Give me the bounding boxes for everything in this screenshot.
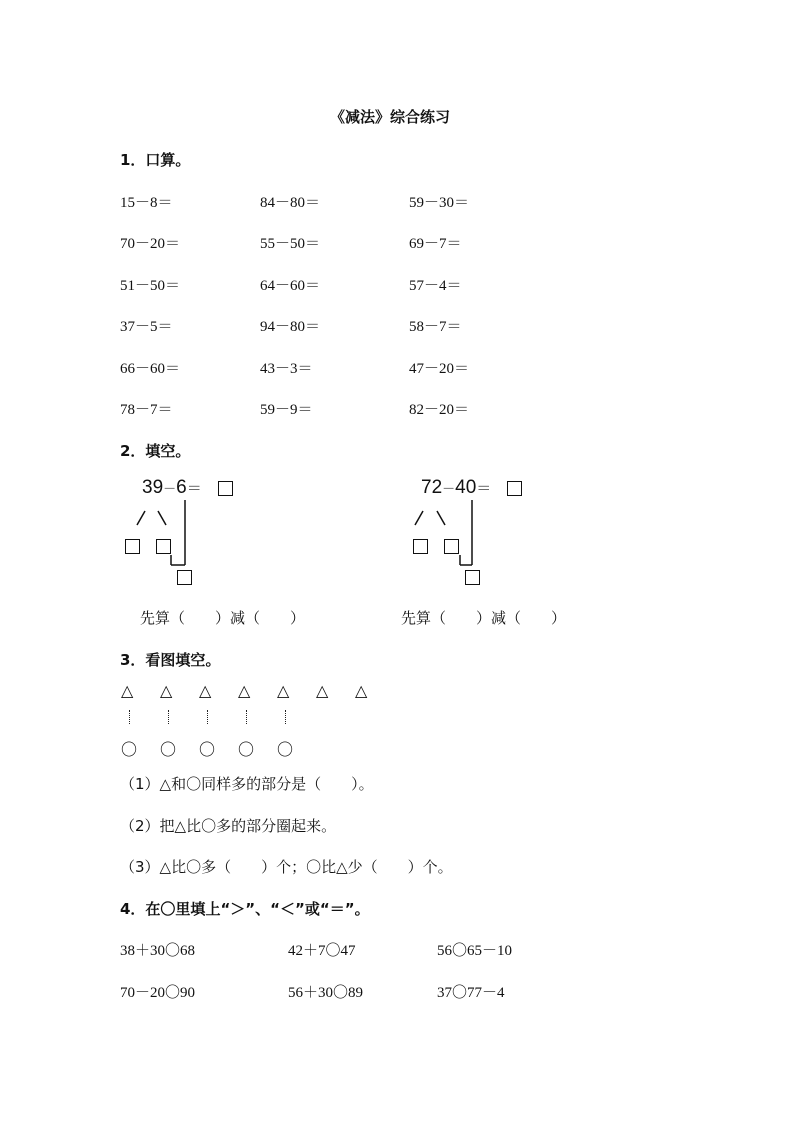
compare-item: 42＋7〇47 bbox=[288, 943, 356, 959]
diagram-equals: ＝ bbox=[186, 480, 202, 497]
q1-item: 57－4＝ bbox=[409, 278, 462, 294]
q1-item: 94－80＝ bbox=[260, 319, 321, 335]
q1-item: 59－30＝ bbox=[409, 195, 470, 211]
dotted-link bbox=[246, 710, 247, 724]
circle-icon: 〇 bbox=[160, 740, 177, 759]
q3-line-2: （2）把△比〇多的部分圈起来。 bbox=[120, 817, 337, 835]
circle-icon: 〇 bbox=[238, 740, 255, 759]
circle-icon: 〇 bbox=[121, 740, 138, 759]
triangle-icon: △ bbox=[238, 681, 251, 700]
triangle-icon: △ bbox=[121, 681, 134, 700]
compare-item: 37〇77－4 bbox=[437, 985, 505, 1001]
q1-item: 84－80＝ bbox=[260, 195, 321, 211]
triangle-icon: △ bbox=[199, 681, 212, 700]
q2-caption-2: 先算（ ）减（ ） bbox=[401, 609, 567, 627]
q1-item: 70－20＝ bbox=[120, 236, 181, 252]
q1-item: 78－7＝ bbox=[120, 402, 173, 418]
q1-item: 55－50＝ bbox=[260, 236, 321, 252]
circle-icon: 〇 bbox=[199, 740, 216, 759]
diagram-subtrahend: 40 bbox=[455, 477, 477, 498]
q3-heading: 3．看图填空。 bbox=[120, 651, 221, 669]
q2-heading: 2．填空。 bbox=[120, 442, 191, 460]
q4-heading: 4．在〇里填上“＞”、“＜”或“＝”。 bbox=[120, 900, 370, 918]
q1-item: 58－7＝ bbox=[409, 319, 462, 335]
circle-icon: 〇 bbox=[277, 740, 294, 759]
dotted-link bbox=[285, 710, 286, 724]
diagram-equals: ＝ bbox=[476, 480, 492, 497]
q1-item: 82－20＝ bbox=[409, 402, 470, 418]
q1-item: 64－60＝ bbox=[260, 278, 321, 294]
triangle-icon: △ bbox=[160, 681, 173, 700]
split-box-tens[interactable] bbox=[413, 539, 428, 554]
compare-item: 70－20〇90 bbox=[120, 985, 196, 1001]
q2-caption-1: 先算（ ）减（ ） bbox=[140, 609, 306, 627]
triangle-icon: △ bbox=[277, 681, 290, 700]
split-box-ones[interactable] bbox=[444, 539, 459, 554]
diagram-minuend: 39 bbox=[142, 477, 164, 498]
diagram-minus: － bbox=[442, 481, 456, 496]
diagram-minuend: 72 bbox=[421, 477, 443, 498]
dotted-link bbox=[207, 710, 208, 724]
q1-item: 69－7＝ bbox=[409, 236, 462, 252]
page-title: 《减法》综合练习 bbox=[330, 108, 451, 126]
q1-item: 66－60＝ bbox=[120, 361, 181, 377]
dotted-link bbox=[129, 710, 130, 724]
intermediate-box[interactable] bbox=[465, 570, 480, 585]
dotted-link bbox=[168, 710, 169, 724]
q1-item: 51－50＝ bbox=[120, 278, 181, 294]
q1-item: 15－8＝ bbox=[120, 195, 173, 211]
q1-item: 47－20＝ bbox=[409, 361, 470, 377]
q3-line-3: （3）△比〇多（ ）个；〇比△少（ ）个。 bbox=[120, 858, 453, 876]
diagram-subtrahend: 6 bbox=[176, 477, 187, 498]
q1-item: 37－5＝ bbox=[120, 319, 173, 335]
compare-item: 38＋30〇68 bbox=[120, 943, 196, 959]
diagram-minus: － bbox=[163, 481, 177, 496]
compare-item: 56＋30〇89 bbox=[288, 985, 364, 1001]
q1-item: 59－9＝ bbox=[260, 402, 313, 418]
compare-item: 56〇65－10 bbox=[437, 943, 513, 959]
q1-heading: 1．口算。 bbox=[120, 151, 191, 169]
q3-line-1: （1）△和〇同样多的部分是（ ）。 bbox=[120, 775, 374, 793]
q1-item: 43－3＝ bbox=[260, 361, 313, 377]
triangle-icon: △ bbox=[355, 681, 368, 700]
triangle-icon: △ bbox=[316, 681, 329, 700]
